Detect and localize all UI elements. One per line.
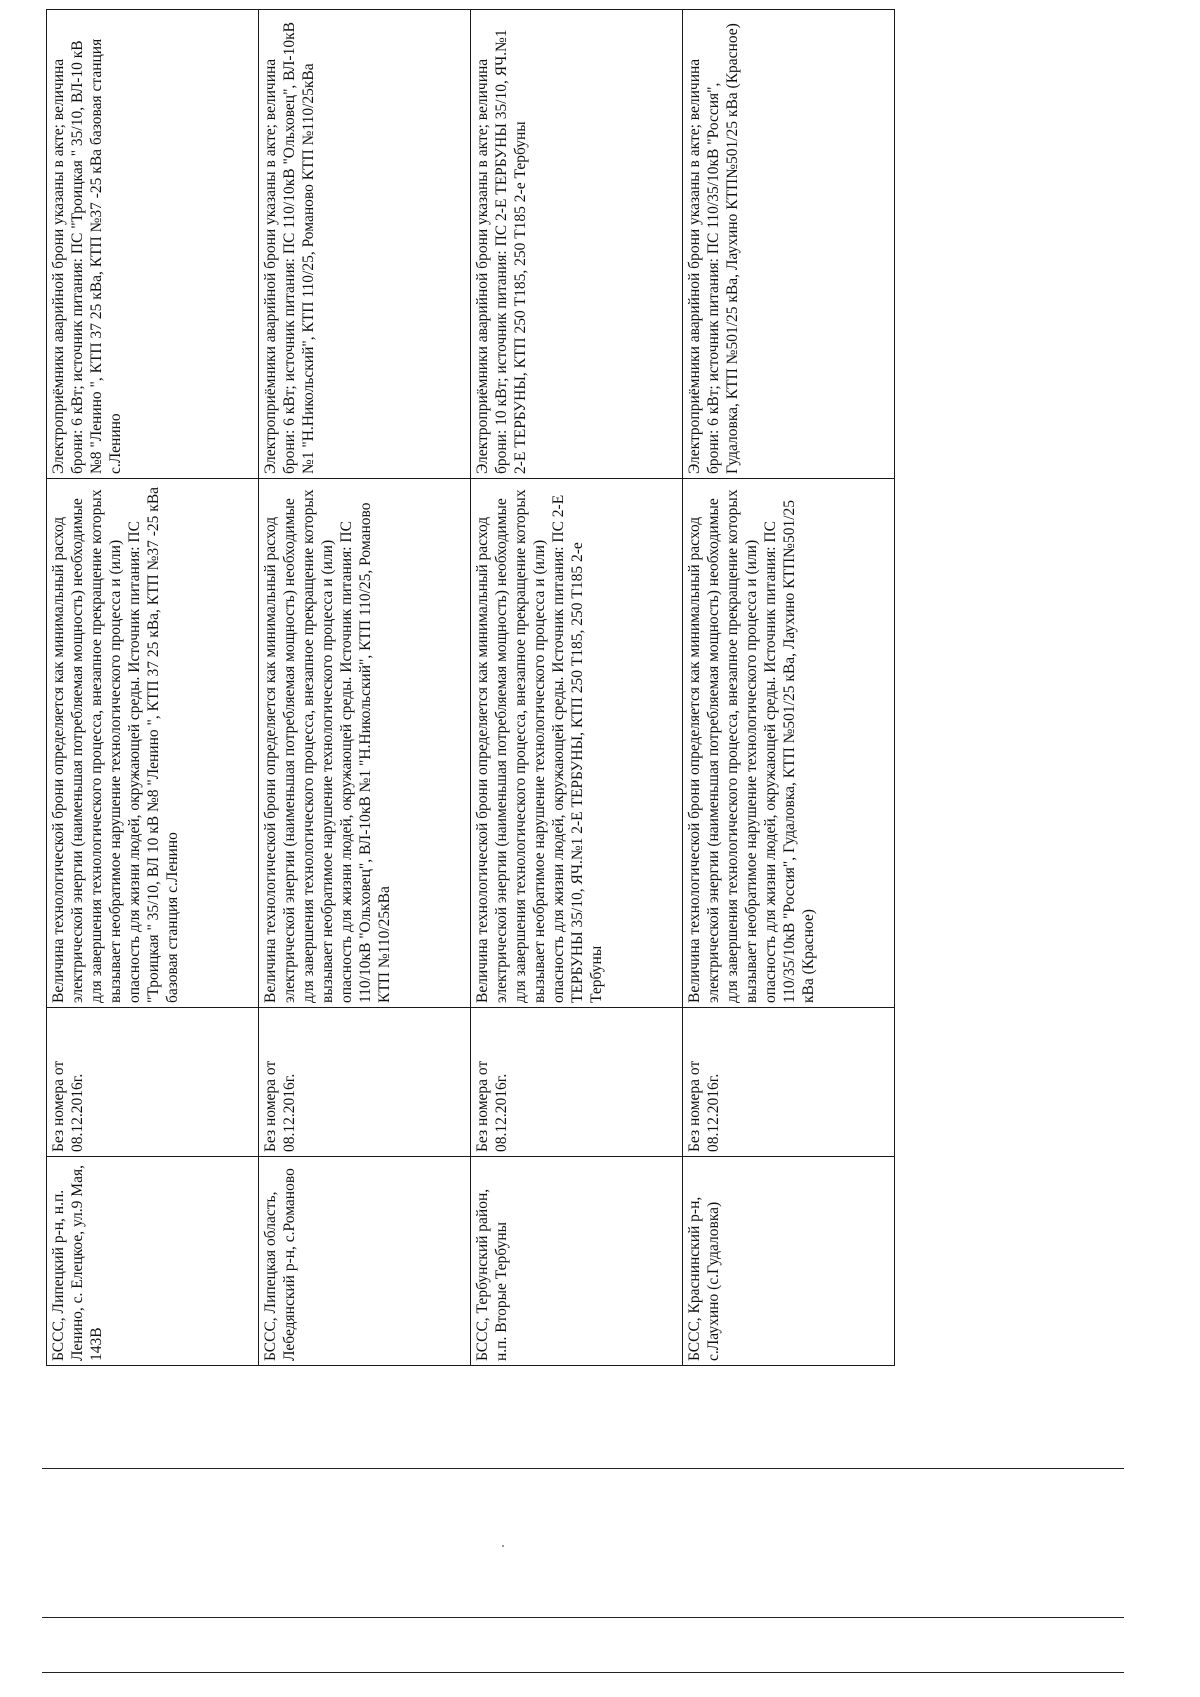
object-cell: БССС, Тербунский район, н.п. Вторые Тербуны bbox=[471, 1157, 683, 1366]
table-row bbox=[47, 10, 259, 1366]
act-cell: Без номера от 08.12.2016г. bbox=[47, 1008, 259, 1157]
tech-reserve-cell: Величина технологической брони определяется как минимальный расход электрической энергии (наименьшая потребляемая мощность) необходимые для завершения технологического процесса, внезапное прекращение которых вызывает необратимое нарушение технологического процесса и (или) опасность для жизни людей, окружающей среды. Источник питания: ПС 110/35/10кВ "Россия", Гудаловка, КТП №501/25 кВа, Лаухино КТП№501/25 кВа (Красное) bbox=[683, 479, 895, 1008]
table-row bbox=[683, 10, 895, 1366]
act-cell: Без номера от 08.12.2016г. bbox=[471, 1008, 683, 1157]
emergency-reserve-cell: Электроприёмники аварийной брони указаны в акте; величина брони: 6 кВт; источник питания: ПС "Троицкая " 35/10, ВЛ-10 кВ №8 "Ленино ", КТП 37 25 кВа, КТП №37 -25 кВа базовая станция с.Ленино bbox=[47, 10, 259, 479]
emergency-reserve-cell: Электроприёмники аварийной брони указаны в акте; величина брони: 6 кВт; источник питания: ПС 110/10кВ "Ольховец", ВЛ-10кВ №1 "Н.Никольский", КТП 110/25, Романово КТП №110/25кВа bbox=[259, 10, 471, 479]
object-cell: БССС, Липецкая область, Лебедянский р-н, с.Романово bbox=[259, 1157, 471, 1366]
act-cell: Без номера от 08.12.2016г. bbox=[683, 1008, 895, 1157]
power-reserve-table bbox=[46, 9, 895, 1366]
act-cell: Без номера от 08.12.2016г. bbox=[259, 1008, 471, 1157]
table-row bbox=[471, 10, 683, 1366]
table-row bbox=[259, 10, 471, 1366]
emergency-reserve-cell: Электроприёмники аварийной брони указаны в акте; величина брони: 6 кВт; источник питания: ПС 110/35/10кВ "Россия", Гудаловка, КТП №501/25 кВа, Лаухино КТП№501/25 кВа (Красное) bbox=[683, 10, 895, 479]
rotated-table-area bbox=[46, 22, 894, 1366]
scan-speck bbox=[502, 1545, 504, 1547]
horizontal-rule bbox=[42, 1468, 1124, 1469]
object-cell: БССС, Краснинский р-н, с.Лаухино (с.Гудаловка) bbox=[683, 1157, 895, 1366]
tech-reserve-cell: Величина технологической брони определяется как минимальный расход электрической энергии (наименьшая потребляемая мощность) необходимые для завершения технологического процесса, внезапное прекращение которых вызывает необратимое нарушение технологического процесса и (или) опасность для жизни людей, окружающей среды. Источник питания: ПС 2-Е ТЕРБУНЫ 35/10, ЯЧ.№1 2-Е ТЕРБУНЫ, КТП 250 Т185, 250 Т185 2-е Тербуны bbox=[471, 479, 683, 1008]
rotated-table-frame bbox=[46, 22, 894, 1366]
tech-reserve-cell: Величина технологической брони определяется как минимальный расход электрической энергии (наименьшая потребляемая мощность) необходимые для завершения технологического процесса, внезапное прекращение которых вызывает необратимое нарушение технологического процесса и (или) опасность для жизни людей, окружающей среды. Источник питания: ПС "Троицкая " 35/10, ВЛ 10 кВ №8 "Ленино ", КТП 37 25 кВа, КТП №37 -25 кВа базовая станция с.Ленино bbox=[47, 479, 259, 1008]
tech-reserve-cell: Величина технологической брони определяется как минимальный расход электрической энергии (наименьшая потребляемая мощность) необходимые для завершения технологического процесса, внезапное прекращение которых вызывает необратимое нарушение технологического процесса и (или) опасность для жизни людей, окружающей среды. Источник питания: ПС 110/10кВ "Ольховец", ВЛ-10кВ №1 "Н.Никольский", КТП 110/25, Романово КТП №110/25кВа bbox=[259, 479, 471, 1008]
horizontal-rule bbox=[42, 1617, 1124, 1618]
emergency-reserve-cell: Электроприёмники аварийной брони указаны в акте; величина брони: 10 кВт; источник питания: ПС 2-Е ТЕРБУНЫ 35/10, ЯЧ.№1 2-Е ТЕРБУНЫ, КТП 250 Т185, 250 Т185 2-е Тербуны bbox=[471, 10, 683, 479]
horizontal-rule bbox=[42, 1672, 1124, 1673]
object-cell: БССС, Липецкий р-н, н.п. Ленино, с. Елецкое, ул.9 Мая, 143В bbox=[47, 1157, 259, 1366]
